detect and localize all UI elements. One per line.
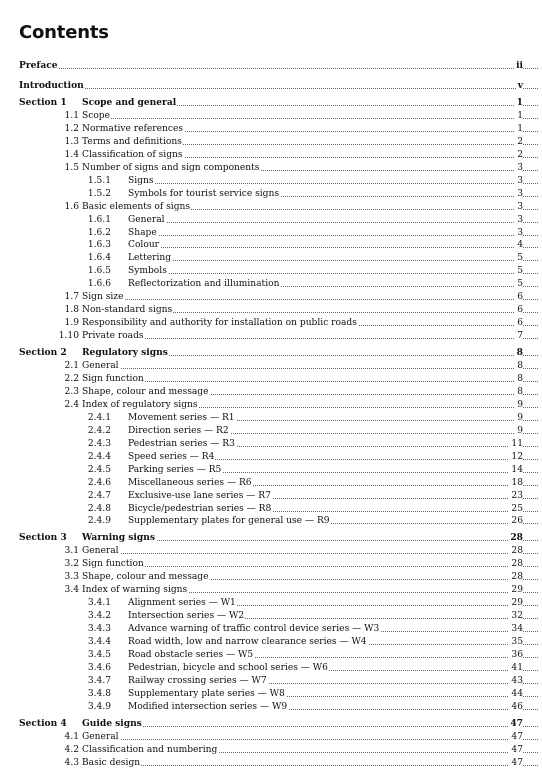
page-number: 41	[511, 662, 523, 673]
page-number: 3	[517, 162, 523, 173]
leader-dots	[82, 299, 538, 300]
leader-dots	[128, 235, 538, 236]
clause-number: 1.5.1	[87, 175, 111, 186]
clause-number: 1.6	[64, 201, 79, 212]
entry-title: Sign function	[82, 559, 144, 570]
leader-dots	[128, 222, 538, 223]
toc-entry[interactable]	[0, 110, 542, 122]
entry-title: Parking series — R5	[128, 464, 222, 475]
clause-number: 3.4.2	[87, 611, 111, 622]
entry-title: Intersection series — W2	[128, 611, 245, 622]
clause-number: 2.4.4	[87, 451, 111, 462]
leader-dots	[128, 273, 538, 274]
page-number: 11	[511, 438, 523, 449]
entry-title: Normative references	[82, 123, 183, 134]
page-number: 35	[511, 637, 523, 648]
section-number: Section 2	[19, 347, 67, 359]
toc-entry[interactable]	[0, 688, 542, 700]
clause-number: 1.5	[64, 162, 79, 173]
clause-number: 4.3	[64, 757, 79, 768]
clause-number: 1.8	[64, 305, 79, 316]
entry-title: Symbols	[128, 266, 167, 277]
entry-title: Lettering	[128, 253, 172, 264]
toc-entry[interactable]	[0, 239, 542, 251]
entry-title: Private roads	[82, 331, 144, 342]
page-number: 28	[511, 546, 523, 557]
clause-number: 3.4.1	[87, 598, 111, 609]
entry-title: Sign size	[82, 292, 124, 303]
page-number: 36	[511, 650, 523, 660]
toc-entry[interactable]	[0, 438, 542, 450]
toc-entry[interactable]	[0, 265, 542, 277]
clause-number: 3.4.3	[87, 624, 111, 635]
toc-entry[interactable]	[0, 477, 542, 489]
entry-title: Sign function	[82, 374, 144, 384]
page-number: 8	[517, 386, 523, 397]
toc-entry[interactable]	[0, 278, 542, 290]
entry-title: Bicycle/pedestrian series — R8	[128, 503, 272, 514]
entry-title: Preface	[19, 60, 58, 71]
page-number: 18	[511, 477, 523, 488]
toc-entry[interactable]	[0, 214, 542, 226]
clause-number: 3.4.9	[87, 701, 111, 712]
page-number: 2	[517, 149, 523, 160]
toc-entry[interactable]	[0, 347, 542, 359]
clause-number: 3.4.4	[87, 637, 111, 648]
entry-title: Shape, colour and message	[82, 386, 209, 397]
entry-title: Direction series — R2	[128, 425, 229, 436]
clause-number: 1.6.4	[87, 253, 111, 264]
entry-title: Signs	[128, 175, 154, 186]
clause-number: 1.2	[64, 123, 79, 134]
leader-dots	[82, 368, 538, 369]
clause-number: 1.1	[64, 110, 79, 121]
clause-number: 2.4.2	[87, 425, 111, 436]
toc-entry[interactable]	[0, 317, 542, 329]
leader-dots	[82, 726, 538, 727]
clause-number: 3.1	[64, 546, 79, 557]
toc-entry[interactable]	[0, 60, 542, 72]
entry-title: Warning signs	[82, 532, 155, 544]
page-number: 5	[517, 253, 523, 264]
entry-title: Advance warning of traffic control device series — W3	[128, 624, 380, 635]
clause-number: 2.4.5	[87, 464, 111, 475]
clause-number: 2.4.7	[87, 490, 111, 501]
toc-entry[interactable]	[0, 227, 542, 239]
entry-title: Scope	[82, 110, 111, 121]
page-number: 8	[517, 361, 523, 372]
toc-entry[interactable]	[0, 330, 542, 342]
leader-dots	[82, 765, 538, 766]
toc-entry[interactable]	[0, 464, 542, 476]
page-number: 32	[511, 611, 523, 622]
clause-number: 3.3	[64, 572, 79, 583]
toc-entry[interactable]	[0, 757, 542, 769]
entry-title: Railway crossing series — W7	[128, 675, 267, 686]
entry-title: Speed series — R4	[128, 451, 215, 462]
clause-number: 1.9	[64, 318, 79, 329]
toc-entry[interactable]	[0, 503, 542, 515]
page-number: 3	[517, 175, 523, 186]
clause-number: 1.3	[64, 136, 79, 147]
page-number: 1	[516, 97, 523, 108]
page-number: 5	[517, 266, 523, 277]
leader-dots	[82, 739, 538, 740]
page-number: 14	[511, 464, 523, 475]
toc-entry[interactable]	[0, 718, 542, 730]
page-number: 6	[517, 292, 523, 303]
toc-entry[interactable]	[0, 490, 542, 502]
page-number: 28	[510, 532, 523, 544]
entry-title: Shape, colour and message	[82, 572, 209, 583]
clause-number: 3.4	[64, 585, 79, 596]
entry-title: General	[82, 546, 119, 557]
clause-number: 2.4	[64, 399, 79, 410]
page-number: 3	[517, 201, 523, 212]
clause-number: 4.2	[64, 744, 79, 755]
toc-entry[interactable]	[0, 515, 542, 527]
clause-number: 1.6.2	[87, 227, 111, 238]
clause-number: 2.4.3	[87, 438, 111, 449]
clause-number: 1.7	[64, 292, 79, 303]
toc-entry[interactable]	[0, 597, 542, 609]
page-title: Contents	[19, 22, 109, 43]
page-number: 1	[517, 110, 523, 121]
toc-entry[interactable]	[0, 386, 542, 398]
clause-number: 2.4.1	[87, 412, 111, 423]
clause-number: 2.4.8	[87, 503, 111, 514]
clause-number: 3.4.8	[87, 688, 111, 699]
page-number: 5	[517, 279, 523, 290]
page-number: 9	[517, 412, 523, 423]
entry-title: General	[128, 214, 165, 225]
page-number: 28	[511, 572, 523, 583]
entry-title: Number of signs and sign components	[82, 162, 260, 173]
page-number: 6	[517, 305, 523, 316]
entry-title: Symbols for tourist service signs	[128, 188, 280, 199]
clause-number: 1.6.3	[87, 240, 111, 251]
toc-entry[interactable]	[0, 451, 542, 463]
page-number: 9	[517, 399, 523, 410]
page-number: 29	[511, 585, 523, 596]
entry-title: Basic design	[82, 757, 141, 768]
page-number: 8	[517, 374, 523, 384]
clause-number: 2.1	[64, 361, 79, 372]
entry-title: Road width, low and narrow clearance series — W4	[128, 637, 367, 648]
toc-entry[interactable]	[0, 201, 542, 213]
toc-entry[interactable]	[0, 701, 542, 713]
entry-title: Classification and numbering	[82, 744, 218, 755]
toc-entry[interactable]	[0, 744, 542, 756]
entry-title: Supplementary plates for general use — R9	[128, 516, 330, 527]
entry-title: Movement series — R1	[128, 412, 235, 423]
entry-title: Index of warning signs	[82, 585, 188, 596]
page-number: 4	[517, 240, 523, 251]
toc-entry[interactable]	[0, 412, 542, 424]
leader-dots	[19, 88, 538, 89]
page-number: 43	[511, 675, 523, 686]
toc-entry[interactable]	[0, 304, 542, 316]
toc-entry[interactable]	[0, 162, 542, 174]
section-number: Section 4	[19, 717, 67, 729]
page-number: 1	[517, 123, 523, 134]
page-number: 3	[517, 188, 523, 199]
leader-dots	[82, 566, 538, 567]
clause-number: 3.4.6	[87, 662, 111, 673]
page-number: ii	[516, 60, 523, 71]
section-number: Section 3	[19, 532, 67, 544]
leader-dots	[128, 183, 538, 184]
entry-title: Index of regulatory signs	[82, 399, 198, 410]
entry-title: Supplementary plate series — W8	[128, 688, 285, 699]
entry-title: Colour	[128, 240, 160, 251]
toc-entry[interactable]	[0, 80, 542, 92]
clause-number: 1.6.1	[87, 214, 111, 225]
toc-entry[interactable]	[0, 149, 542, 161]
toc-entry[interactable]	[0, 252, 542, 264]
page-number: 28	[511, 559, 523, 570]
toc-entry[interactable]	[0, 373, 542, 385]
entry-title: Non-standard signs	[82, 305, 173, 316]
page-number: 47	[511, 731, 523, 742]
toc-entry[interactable]	[0, 662, 542, 674]
toc-entry[interactable]	[0, 623, 542, 635]
entry-title: General	[82, 731, 119, 742]
toc-entry[interactable]	[0, 425, 542, 437]
toc-entry[interactable]	[0, 360, 542, 372]
page-number: 46	[511, 701, 523, 712]
entry-title: Introduction	[19, 80, 84, 91]
toc-entry[interactable]	[0, 571, 542, 583]
toc-entry[interactable]	[0, 649, 542, 661]
page-number: 44	[511, 688, 523, 699]
toc-entry[interactable]	[0, 584, 542, 596]
toc-entry[interactable]	[0, 97, 542, 109]
page-number: 8	[516, 347, 523, 359]
clause-number: 2.4.6	[87, 477, 111, 488]
toc-entry[interactable]	[0, 558, 542, 570]
entry-title: Basic elements of signs	[82, 201, 191, 212]
toc-entry[interactable]	[0, 188, 542, 200]
entry-title: Reflectorization and illumination	[128, 279, 280, 290]
page-number: 7	[517, 331, 523, 342]
page-number: 47	[511, 744, 523, 755]
toc-entry[interactable]	[0, 532, 542, 544]
leader-dots	[82, 553, 538, 554]
entry-title: Guide signs	[82, 717, 142, 729]
entry-title: General	[82, 361, 119, 372]
page-number: 6	[517, 318, 523, 329]
page-number: v	[517, 80, 523, 91]
entry-title: Scope and general	[82, 97, 177, 108]
entry-title: Pedestrian, bicycle and school series — W6	[128, 662, 328, 673]
leader-dots	[82, 338, 538, 339]
toc-entry[interactable]	[0, 399, 542, 411]
toc-entry[interactable]	[0, 675, 542, 687]
entry-title: Regulatory signs	[82, 347, 168, 359]
toc-entry[interactable]	[0, 731, 542, 743]
entry-title: Alignment series — W1	[128, 598, 236, 609]
page-number: 23	[511, 490, 523, 501]
page-number: 9	[517, 425, 523, 436]
entry-title: Pedestrian series — R3	[128, 438, 235, 449]
page-number: 3	[517, 227, 523, 238]
clause-number: 1.6.5	[87, 266, 111, 277]
entry-title: Shape	[128, 227, 157, 238]
clause-number: 4.1	[64, 731, 79, 742]
leader-dots	[82, 118, 538, 119]
entry-title: Road obstacle series — W5	[128, 650, 254, 660]
entry-title: Miscellaneous series — R6	[128, 477, 252, 488]
toc-entry[interactable]	[0, 291, 542, 303]
clause-number: 3.4.7	[87, 675, 111, 686]
toc-entry[interactable]	[0, 545, 542, 557]
toc-entry[interactable]	[0, 123, 542, 135]
page-number: 29	[511, 598, 523, 609]
page-number: 3	[517, 214, 523, 225]
entry-title: Classification of signs	[82, 149, 183, 160]
page-number: 2	[517, 136, 523, 147]
toc-entry[interactable]	[0, 636, 542, 648]
entry-title: Modified intersection series — W9	[128, 701, 288, 712]
page-number: 34	[511, 624, 523, 635]
entry-title: Terms and definitions	[82, 136, 182, 147]
page-number: 25	[511, 503, 523, 514]
page-number: 47	[510, 717, 523, 729]
leader-dots	[128, 247, 538, 248]
page-number: 26	[511, 516, 523, 527]
toc-entry[interactable]	[0, 136, 542, 148]
clause-number: 1.10	[58, 331, 79, 342]
clause-number: 1.4	[64, 149, 79, 160]
toc-entry[interactable]	[0, 610, 542, 622]
clause-number: 2.4.9	[87, 516, 111, 527]
section-number: Section 1	[19, 97, 67, 108]
clause-number: 2.2	[64, 374, 79, 384]
clause-number: 3.4.5	[87, 650, 111, 660]
clause-number: 3.2	[64, 559, 79, 570]
clause-number: 1.6.6	[87, 279, 111, 290]
clause-number: 2.3	[64, 386, 79, 397]
entry-title: Exclusive-use lane series — R7	[128, 490, 271, 501]
leader-dots	[19, 68, 538, 69]
page-number: 47	[511, 757, 523, 768]
page-number: 12	[511, 451, 523, 462]
leader-dots	[82, 381, 538, 382]
toc-entry[interactable]	[0, 175, 542, 187]
clause-number: 1.5.2	[87, 188, 111, 199]
leader-dots	[128, 260, 538, 261]
entry-title: Responsibility and authority for installation on public roads	[82, 318, 357, 329]
